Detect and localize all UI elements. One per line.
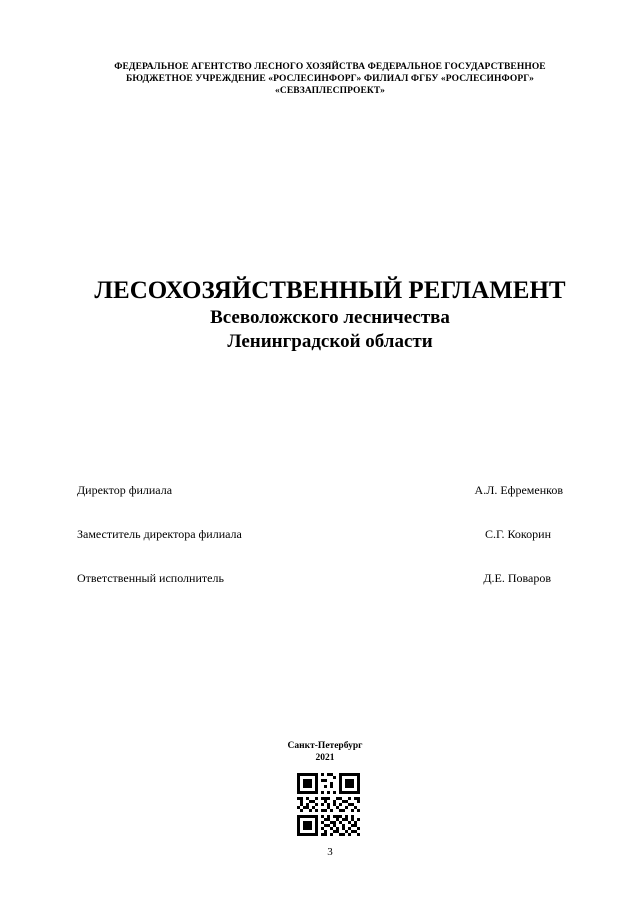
- org-line: БЮДЖЕТНОЕ УЧРЕЖДЕНИЕ «РОСЛЕСИНФОРГ» ФИЛИАЛ ФГБУ «РОСЛЕСИНФОРГ»: [125, 74, 534, 84]
- year: 2021: [315, 753, 335, 763]
- org-line: «СЕВЗАПЛЕСПРОЕКТ»: [275, 86, 385, 96]
- signatory-name: С.Г. Кокорин: [484, 527, 551, 541]
- signatory-row: [77, 482, 563, 498]
- city: Санкт-Петербург: [287, 741, 363, 751]
- document-title-block: [40, 276, 620, 354]
- document-subtitle-forestry: Всеволожского лесничества: [210, 307, 450, 328]
- place-and-year: [270, 740, 380, 764]
- signatory-role: Директор филиала: [77, 483, 173, 497]
- org-line: ФЕДЕРАЛЬНОЕ АГЕНТСТВО ЛЕСНОГО ХОЗЯЙСТВА ФЕДЕРАЛЬНОЕ ГОСУДАРСТВЕННОЕ: [114, 62, 546, 72]
- signatory-row: [77, 526, 563, 542]
- document-title: ЛЕСОХОЗЯЙСТВЕННЫЙ РЕГЛАМЕНТ: [94, 277, 566, 304]
- signatory-role: Ответственный исполнитель: [77, 571, 224, 585]
- signatory-name: А.Л. Ефременков: [474, 483, 563, 497]
- page-number: 3: [327, 846, 333, 858]
- signatory-row: [77, 570, 563, 586]
- qr-code-icon: [297, 773, 360, 836]
- signatory-role: Заместитель директора филиала: [77, 527, 242, 541]
- signatory-name: Д.Е. Поваров: [483, 571, 551, 585]
- document-subtitle-region: Ленинградской области: [227, 331, 433, 352]
- organization-header: [70, 61, 590, 97]
